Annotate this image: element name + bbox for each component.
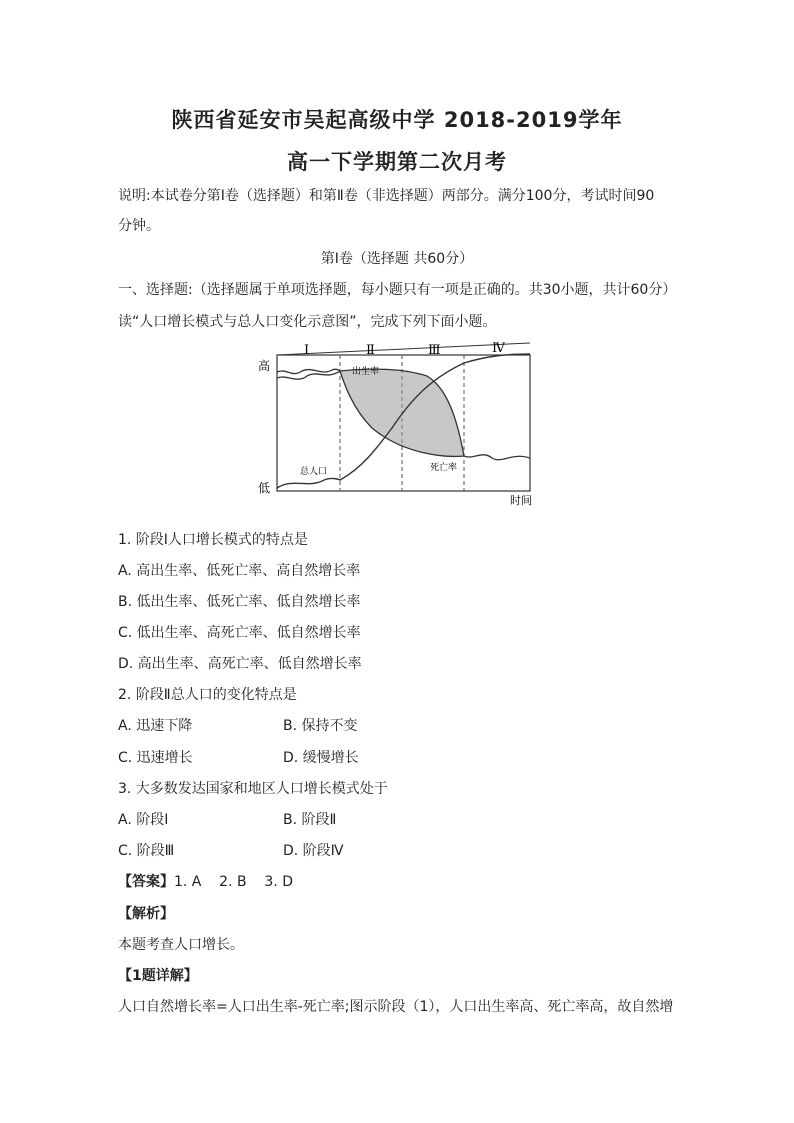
stage-label-2: Ⅱ bbox=[366, 343, 375, 358]
question-3-option-b: B. 阶段Ⅱ bbox=[283, 812, 337, 828]
question-1-option-c: C. 低出生率、高死亡率、低自然增长率 bbox=[118, 625, 361, 641]
exam-title-line2: 高一下学期第二次月考 bbox=[287, 150, 507, 174]
detail-label: 【1题详解】 bbox=[118, 968, 198, 984]
instruction-text: 读“人口增长模式与总人口变化示意图”，完成下列下面小题。 bbox=[118, 314, 497, 330]
intro-line1: 说明:本试卷分第Ⅰ卷（选择题）和第Ⅱ卷（非选择题）两部分。满分100分，考试时间90 bbox=[118, 188, 655, 204]
birth-rate-label: 出生率 bbox=[352, 367, 380, 377]
answer-text: 1. A 2. B 3. D bbox=[174, 874, 293, 890]
death-rate-label: 死亡率 bbox=[430, 463, 458, 473]
part1-heading: 一、选择题:（选择题属于单项选择题，每小题只有一项是正确的。共30小题，共计60分） bbox=[118, 282, 677, 298]
detail-text: 人口自然增长率=人口出生率-死亡率;图示阶段（1），人口出生率高、死亡率高，故自然增 bbox=[118, 999, 674, 1015]
section-heading: 第Ⅰ卷（选择题 共60分） bbox=[320, 251, 474, 267]
question-3-option-c: C. 阶段Ⅲ bbox=[118, 843, 175, 859]
question-3-stem: 3. 大多数发达国家和地区人口增长模式处于 bbox=[118, 781, 388, 797]
question-2-option-d: D. 缓慢增长 bbox=[283, 750, 359, 766]
exam-title-line1: 陕西省延安市吴起高级中学 2018-2019学年 bbox=[171, 108, 623, 132]
question-2-stem: 2. 阶段Ⅱ总人口的变化特点是 bbox=[118, 687, 297, 703]
question-3-option-d: D. 阶段Ⅳ bbox=[283, 843, 344, 859]
stage-label-3: Ⅲ bbox=[428, 343, 441, 358]
intro-line2: 分钟。 bbox=[118, 218, 160, 234]
stage-label-4: Ⅳ bbox=[492, 341, 505, 356]
stage-label-1: Ⅰ bbox=[304, 343, 310, 358]
question-2-option-b: B. 保持不变 bbox=[283, 718, 358, 734]
question-1-option-a: A. 高出生率、低死亡率、高自然增长率 bbox=[118, 563, 361, 579]
analysis-text: 本题考查人口增长。 bbox=[118, 937, 244, 953]
y-low-label: 低 bbox=[258, 481, 271, 495]
question-2-option-a: A. 迅速下降 bbox=[118, 718, 193, 734]
x-axis-label: 时间 bbox=[510, 494, 532, 507]
analysis-label: 【解析】 bbox=[118, 906, 174, 922]
answer-line bbox=[118, 872, 293, 892]
y-high-label: 高 bbox=[258, 359, 271, 373]
question-2-option-c: C. 迅速增长 bbox=[118, 750, 193, 766]
population-growth-diagram bbox=[252, 338, 542, 508]
question-1-stem: 1. 阶段Ⅰ人口增长模式的特点是 bbox=[118, 532, 308, 548]
population-label: 总人口 bbox=[300, 467, 328, 477]
question-1-option-b: B. 低出生率、低死亡率、低自然增长率 bbox=[118, 594, 361, 610]
question-1-option-d: D. 高出生率、高死亡率、低自然增长率 bbox=[118, 656, 362, 672]
question-3-option-a: A. 阶段Ⅰ bbox=[118, 812, 169, 828]
answer-label: 【答案】 bbox=[118, 874, 174, 890]
